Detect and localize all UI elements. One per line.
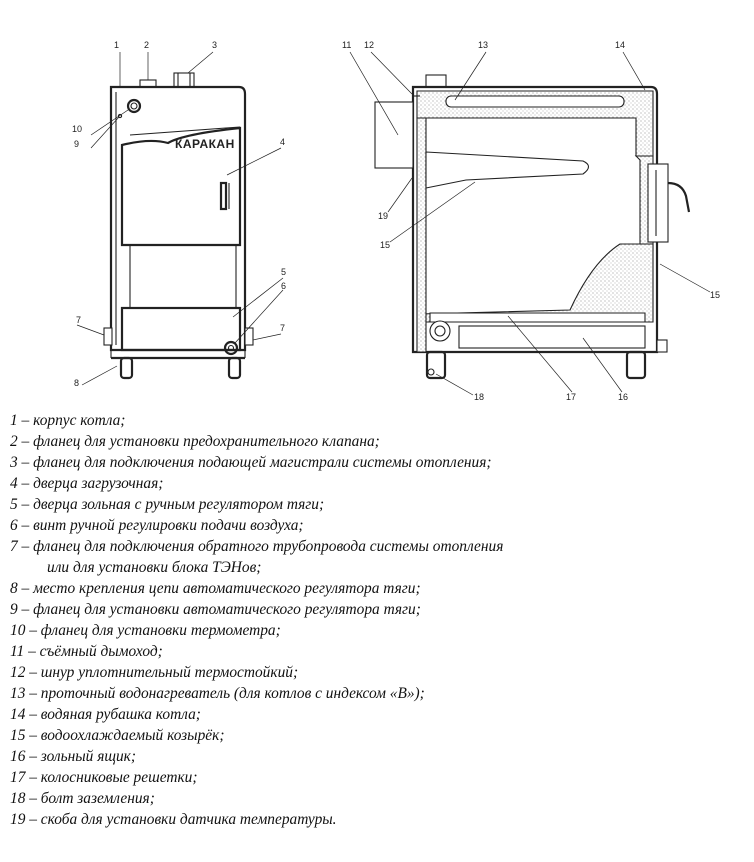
callout: 19 bbox=[378, 211, 389, 221]
legend-item: 3 – фланец для подключения подающей магистрали системы отопления; bbox=[10, 454, 492, 471]
side-return-fitting bbox=[657, 340, 667, 352]
return-flange-left bbox=[104, 328, 112, 345]
callout: 2 bbox=[144, 40, 150, 50]
callout: 8 bbox=[74, 378, 80, 388]
brand-label: КАРАКАН bbox=[175, 137, 235, 151]
callout: 13 bbox=[478, 40, 489, 50]
legend-item: 13 – проточный водонагреватель (для котлов с индексом «В»); bbox=[10, 685, 425, 702]
boiler-diagram bbox=[0, 0, 754, 410]
air-adjust-screw bbox=[225, 342, 237, 354]
callout: 7 bbox=[76, 315, 82, 325]
boiler-body bbox=[111, 87, 245, 350]
callout: 6 bbox=[281, 281, 287, 291]
front-view bbox=[77, 52, 286, 385]
side-supply-flange bbox=[426, 75, 446, 87]
front-leg-right bbox=[229, 358, 240, 378]
legend-item: 10 – фланец для установки термометра; bbox=[10, 622, 281, 639]
legend-item: 15 – водоохлаждаемый козырёк; bbox=[10, 727, 225, 744]
supply-flange bbox=[174, 73, 194, 87]
legend-item: 7 – фланец для подключения обратного трубопровода системы отопления bbox=[10, 538, 504, 555]
water-jacket-front bbox=[417, 118, 426, 352]
ash-door bbox=[122, 308, 240, 350]
removable-chimney bbox=[375, 102, 413, 168]
callout: 16 bbox=[618, 392, 629, 402]
callout: 14 bbox=[615, 40, 626, 50]
ash-box bbox=[459, 326, 645, 348]
side-leg-right bbox=[627, 352, 645, 378]
legend-item: 17 – колосниковые решетки; bbox=[10, 769, 198, 786]
legend-item: 1 – корпус котла; bbox=[10, 412, 126, 429]
legend-item: 18 – болт заземления; bbox=[10, 790, 155, 807]
callout: 5 bbox=[281, 267, 287, 277]
door-handle bbox=[221, 183, 226, 209]
callout: 4 bbox=[280, 137, 286, 147]
legend-item: 19 – скоба для установки датчика температуры. bbox=[10, 811, 337, 828]
thermometer-flange bbox=[128, 100, 140, 112]
callout: 17 bbox=[566, 392, 577, 402]
water-jacket-lower bbox=[420, 244, 653, 322]
legend-item: 14 – водяная рубашка котла; bbox=[10, 706, 201, 723]
grate bbox=[430, 313, 645, 322]
back-pipe bbox=[668, 183, 689, 212]
legend-item: 9 – фланец для установки автоматического регулятора тяги; bbox=[10, 601, 421, 618]
legend-item: 12 – шнур уплотнительный термостойкий; bbox=[10, 664, 299, 681]
side-section bbox=[350, 52, 710, 395]
callout: 12 bbox=[364, 40, 375, 50]
legend-item-continuation: или для установки блока ТЭНов; bbox=[47, 559, 262, 576]
legend-item: 6 – винт ручной регулировки подачи воздуха; bbox=[10, 517, 304, 534]
callout: 11 bbox=[342, 40, 352, 50]
callout: 15 bbox=[710, 290, 721, 300]
water-heater bbox=[446, 96, 624, 107]
legend-item: 11 – съёмный дымоход; bbox=[10, 643, 163, 660]
legend-item: 4 – дверца загрузочная; bbox=[10, 475, 164, 492]
callout: 1 bbox=[114, 40, 120, 50]
side-return-flange bbox=[430, 321, 450, 341]
back-door bbox=[648, 164, 668, 242]
legend-list bbox=[10, 410, 740, 830]
front-leg-left bbox=[121, 358, 132, 378]
ground-bolt bbox=[428, 369, 434, 375]
callout: 15 bbox=[380, 240, 391, 250]
legend-item: 2 – фланец для установки предохранительного клапана; bbox=[10, 433, 380, 450]
callout: 18 bbox=[474, 392, 485, 402]
cooled-deflector bbox=[426, 152, 589, 188]
callout: 3 bbox=[212, 40, 218, 50]
legend-item: 16 – зольный ящик; bbox=[10, 748, 137, 765]
legend-item: 8 – место крепления цепи автоматического регулятора тяги; bbox=[10, 580, 421, 597]
callout: 10 bbox=[72, 124, 83, 134]
callout: 7 bbox=[280, 323, 286, 333]
legend-item: 5 – дверца зольная с ручным регулятором тяги; bbox=[10, 496, 325, 513]
callout: 9 bbox=[74, 139, 80, 149]
